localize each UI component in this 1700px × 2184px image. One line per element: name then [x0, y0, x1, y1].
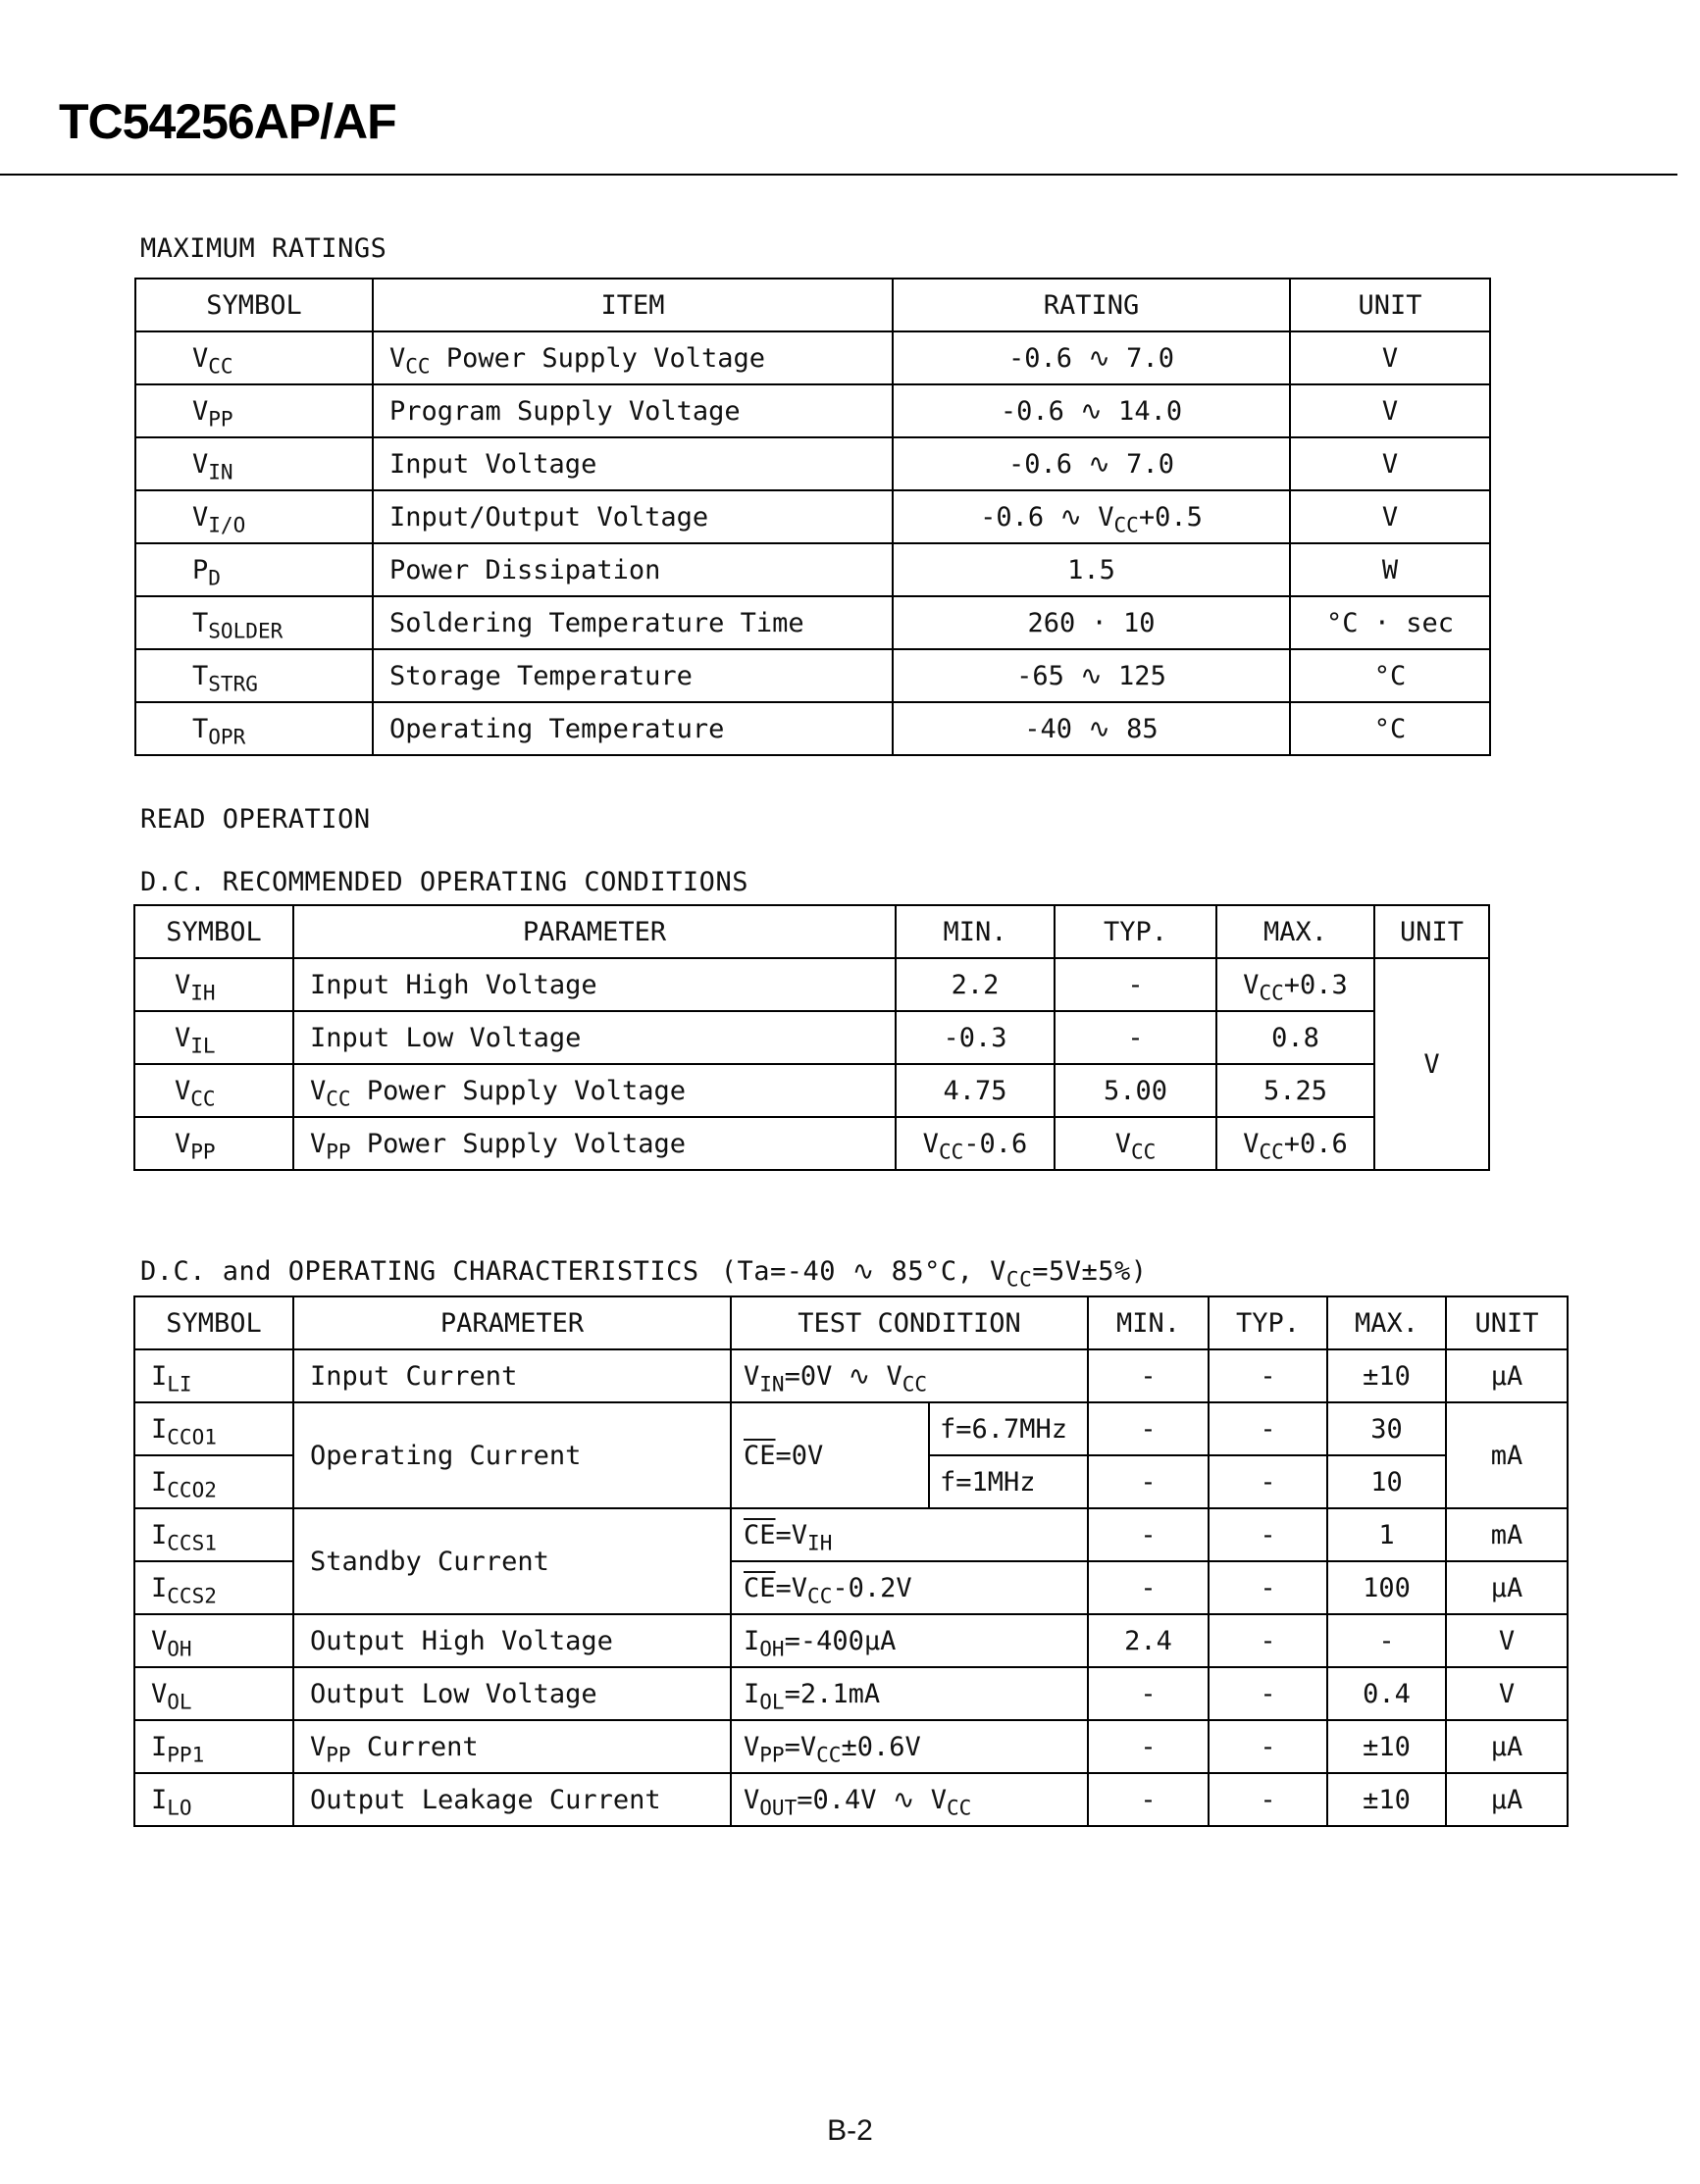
max-cell: 5.25 — [1216, 1064, 1374, 1117]
typ-cell: - — [1055, 958, 1216, 1011]
header-cell: TEST CONDITION — [731, 1296, 1088, 1349]
min-cell: $V_{CC}-0.6$ — [896, 1117, 1055, 1170]
test-condition-cell: $\overline{CE}=V_{CC}-0.2V$ — [731, 1561, 1088, 1614]
unit-cell: V — [1290, 437, 1490, 490]
item-cell: Storage Temperature — [373, 649, 893, 702]
typ-cell: - — [1209, 1402, 1327, 1455]
parameter-cell: Operating Current — [293, 1402, 731, 1508]
rating-cell: 1.5 — [893, 543, 1290, 596]
symbol-cell: $I_{CCS1}$ — [134, 1508, 293, 1561]
header-cell: MIN. — [896, 905, 1055, 958]
symbol-cell: $V_{PP}$ — [135, 384, 373, 437]
test-condition-cell: $\overline{CE}=V_{IH}$ — [731, 1508, 1088, 1561]
test-condition-cell: $\overline{CE}=0V$ — [731, 1402, 929, 1508]
rating-cell: -0.6 ∿ 14.0 — [893, 384, 1290, 437]
table-row — [134, 1402, 1568, 1455]
item-cell: $V_{CC}$ Power Supply Voltage — [373, 331, 893, 384]
item-cell: Input/Output Voltage — [373, 490, 893, 543]
header-cell: PARAMETER — [293, 905, 896, 958]
dc-characteristics-table — [133, 1295, 1569, 1827]
max-ratings-table — [134, 278, 1491, 756]
min-cell: - — [1088, 1720, 1209, 1773]
table-row — [134, 1720, 1568, 1773]
max-cell: ±10 — [1327, 1349, 1446, 1402]
table-row — [134, 958, 1489, 1011]
frequency-cell: f=6.7MHz — [929, 1402, 1088, 1455]
dc-recommended-title: D.C. RECOMMENDED OPERATING CONDITIONS — [140, 867, 748, 897]
min-cell: - — [1088, 1561, 1209, 1614]
header-cell: TYP. — [1055, 905, 1216, 958]
parameter-cell: Input High Voltage — [293, 958, 896, 1011]
header-cell: MAX. — [1327, 1296, 1446, 1349]
header-cell: PARAMETER — [293, 1296, 731, 1349]
table-row — [134, 1508, 1568, 1561]
symbol-cell: $V_{CC}$ — [135, 331, 373, 384]
max-cell: 1 — [1327, 1508, 1446, 1561]
header-cell: RATING — [893, 279, 1290, 331]
max-ratings-title: MAXIMUM RATINGS — [140, 233, 387, 264]
rating-cell: -40 ∿ 85 — [893, 702, 1290, 755]
parameter-cell: Output Low Voltage — [293, 1667, 731, 1720]
parameter-cell: $V_{PP}$ Current — [293, 1720, 731, 1773]
table-header-row — [134, 905, 1489, 958]
parameter-cell: $V_{PP}$ Power Supply Voltage — [293, 1117, 896, 1170]
min-cell: - — [1088, 1455, 1209, 1508]
symbol-cell: $V_{I/O}$ — [135, 490, 373, 543]
typ-cell: - — [1209, 1773, 1327, 1826]
symbol-cell: $I_{CCS2}$ — [134, 1561, 293, 1614]
unit-cell: mA — [1446, 1402, 1568, 1508]
symbol-cell: $T_{SOLDER}$ — [135, 596, 373, 649]
typ-cell: - — [1209, 1667, 1327, 1720]
rating-cell: 260 · 10 — [893, 596, 1290, 649]
parameter-cell: Standby Current — [293, 1508, 731, 1614]
item-cell: Operating Temperature — [373, 702, 893, 755]
page-number: B-2 — [827, 2114, 873, 2147]
symbol-cell: $I_{LO}$ — [134, 1773, 293, 1826]
unit-cell: V — [1290, 384, 1490, 437]
symbol-cell: $V_{IL}$ — [134, 1011, 293, 1064]
max-cell: 0.8 — [1216, 1011, 1374, 1064]
unit-cell: µA — [1446, 1773, 1568, 1826]
table-row — [134, 1773, 1568, 1826]
header-cell: ITEM — [373, 279, 893, 331]
symbol-cell: $V_{PP}$ — [134, 1117, 293, 1170]
table-row — [135, 702, 1490, 755]
conditions-note: (Ta=-40 ∿ 85°C, $V_{CC}=5V\pm 5\%$) — [720, 1256, 1148, 1292]
document-title: TC54256AP/AF — [59, 94, 396, 149]
table-row — [135, 543, 1490, 596]
symbol-cell: $V_{CC}$ — [134, 1064, 293, 1117]
typ-cell: - — [1055, 1011, 1216, 1064]
max-cell: 10 — [1327, 1455, 1446, 1508]
unit-cell: mA — [1446, 1508, 1568, 1561]
header-cell: TYP. — [1209, 1296, 1327, 1349]
min-cell: 4.75 — [896, 1064, 1055, 1117]
header-cell: SYMBOL — [135, 279, 373, 331]
symbol-cell: $I_{PP1}$ — [134, 1720, 293, 1773]
item-cell: Soldering Temperature Time — [373, 596, 893, 649]
table-row — [134, 1614, 1568, 1667]
unit-cell: µA — [1446, 1561, 1568, 1614]
min-cell: - — [1088, 1667, 1209, 1720]
min-cell: - — [1088, 1508, 1209, 1561]
symbol-cell: $V_{IN}$ — [135, 437, 373, 490]
max-cell: ±10 — [1327, 1773, 1446, 1826]
rating-cell: -65 ∿ 125 — [893, 649, 1290, 702]
table-row — [134, 1011, 1489, 1064]
typ-cell: - — [1209, 1561, 1327, 1614]
unit-cell: W — [1290, 543, 1490, 596]
table-row — [134, 1064, 1489, 1117]
table-row — [135, 437, 1490, 490]
max-cell: 0.4 — [1327, 1667, 1446, 1720]
dc-characteristics-title: D.C. and OPERATING CHARACTERISTICS (Ta=-40 ∿ 85°C, $V_{CC}=5V\pm 5\%$) — [140, 1256, 1148, 1292]
header-cell: MAX. — [1216, 905, 1374, 958]
header-cell: UNIT — [1290, 279, 1490, 331]
table-row — [135, 384, 1490, 437]
dc-recommended-table — [133, 904, 1490, 1171]
unit-cell: V — [1446, 1614, 1568, 1667]
min-cell: - — [1088, 1773, 1209, 1826]
typ-cell: - — [1209, 1508, 1327, 1561]
unit-cell: V — [1374, 958, 1489, 1170]
parameter-cell: $V_{CC}$ Power Supply Voltage — [293, 1064, 896, 1117]
symbol-cell: $I_{LI}$ — [134, 1349, 293, 1402]
header-cell: MIN. — [1088, 1296, 1209, 1349]
typ-cell: 5.00 — [1055, 1064, 1216, 1117]
unit-cell: V — [1290, 331, 1490, 384]
typ-cell: - — [1209, 1720, 1327, 1773]
test-condition-cell: $I_{OH}=-400\mu A$ — [731, 1614, 1088, 1667]
test-condition-cell: $I_{OL}=2.1mA$ — [731, 1667, 1088, 1720]
symbol-cell: $V_{IH}$ — [134, 958, 293, 1011]
typ-cell: - — [1209, 1455, 1327, 1508]
header-cell: UNIT — [1446, 1296, 1568, 1349]
typ-cell: $V_{CC}$ — [1055, 1117, 1216, 1170]
symbol-cell: $P_D$ — [135, 543, 373, 596]
symbol-cell: $I_{CCO1}$ — [134, 1402, 293, 1455]
table-header-row — [134, 1296, 1568, 1349]
table-row — [134, 1117, 1489, 1170]
read-operation-title: READ OPERATION — [140, 804, 371, 835]
unit-cell: °C — [1290, 702, 1490, 755]
typ-cell: - — [1209, 1349, 1327, 1402]
symbol-cell: $V_{OL}$ — [134, 1667, 293, 1720]
symbol-cell: $I_{CCO2}$ — [134, 1455, 293, 1508]
rating-cell: -0.6 ∿ 7.0 — [893, 331, 1290, 384]
rating-cell: -0.6 ∿ 7.0 — [893, 437, 1290, 490]
header-cell: SYMBOL — [134, 1296, 293, 1349]
unit-cell: °C · sec — [1290, 596, 1490, 649]
max-cell: 30 — [1327, 1402, 1446, 1455]
min-cell: -0.3 — [896, 1011, 1055, 1064]
title-rule — [0, 174, 1677, 176]
parameter-cell: Input Low Voltage — [293, 1011, 896, 1064]
item-cell: Power Dissipation — [373, 543, 893, 596]
item-cell: Input Voltage — [373, 437, 893, 490]
table-header-row — [135, 279, 1490, 331]
unit-cell: V — [1290, 490, 1490, 543]
unit-cell: µA — [1446, 1720, 1568, 1773]
min-cell: 2.2 — [896, 958, 1055, 1011]
unit-cell: °C — [1290, 649, 1490, 702]
table-row — [134, 1667, 1568, 1720]
parameter-cell: Output Leakage Current — [293, 1773, 731, 1826]
min-cell: - — [1088, 1402, 1209, 1455]
header-cell: SYMBOL — [134, 905, 293, 958]
min-cell: 2.4 — [1088, 1614, 1209, 1667]
frequency-cell: f=1MHz — [929, 1455, 1088, 1508]
item-cell: Program Supply Voltage — [373, 384, 893, 437]
max-cell: $V_{CC}+0.6$ — [1216, 1117, 1374, 1170]
symbol-cell: $T_{STRG}$ — [135, 649, 373, 702]
max-cell: 100 — [1327, 1561, 1446, 1614]
typ-cell: - — [1209, 1614, 1327, 1667]
rating-cell: -0.6 ∿ $V_{CC}+0.5$ — [893, 490, 1290, 543]
header-cell: UNIT — [1374, 905, 1489, 958]
min-cell: - — [1088, 1349, 1209, 1402]
unit-cell: V — [1446, 1667, 1568, 1720]
test-condition-cell: $V_{IN}=0V$ ∿ $V_{CC}$ — [731, 1349, 1088, 1402]
max-cell: $V_{CC}+0.3$ — [1216, 958, 1374, 1011]
parameter-cell: Output High Voltage — [293, 1614, 731, 1667]
table-row — [134, 1349, 1568, 1402]
table-row — [135, 596, 1490, 649]
test-condition-cell: $V_{OUT}=0.4V$ ∿ $V_{CC}$ — [731, 1773, 1088, 1826]
test-condition-cell: $V_{PP}=V_{CC}\pm 0.6V$ — [731, 1720, 1088, 1773]
symbol-cell: $V_{OH}$ — [134, 1614, 293, 1667]
parameter-cell: Input Current — [293, 1349, 731, 1402]
table-row — [135, 649, 1490, 702]
unit-cell: µA — [1446, 1349, 1568, 1402]
table-row — [135, 490, 1490, 543]
max-cell: - — [1327, 1614, 1446, 1667]
table-row — [135, 331, 1490, 384]
max-cell: ±10 — [1327, 1720, 1446, 1773]
symbol-cell: $T_{OPR}$ — [135, 702, 373, 755]
